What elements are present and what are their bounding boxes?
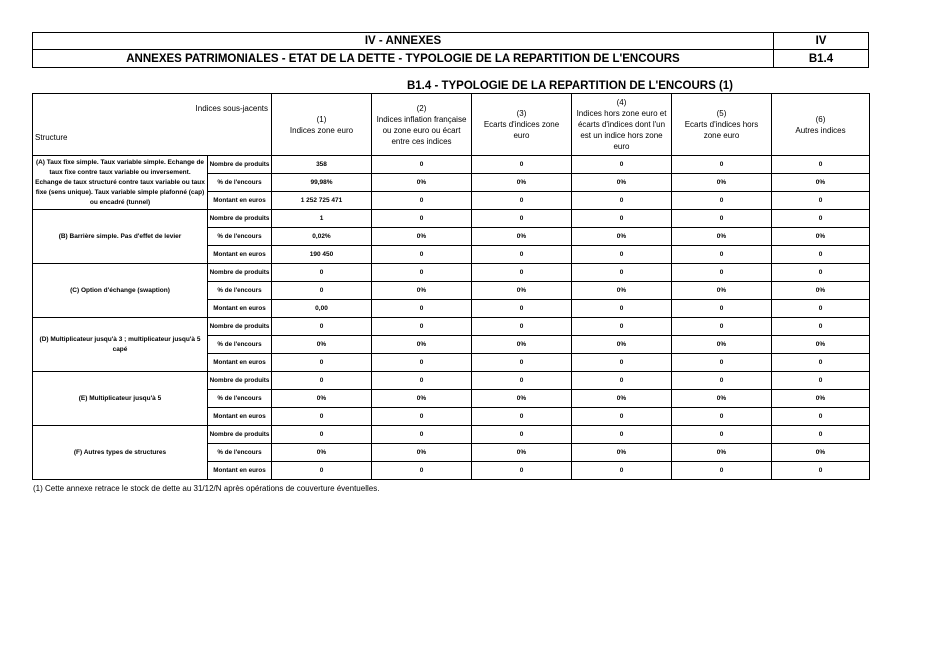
metric-label: % de l'encours: [208, 282, 272, 300]
value-cell: 0: [772, 156, 870, 174]
structure-label: (F) Autres types de structures: [33, 426, 208, 480]
value-cell: 0: [472, 318, 572, 336]
value-cell: 0: [472, 156, 572, 174]
value-cell: 0%: [772, 336, 870, 354]
indices-label: Indices sous-jacents: [195, 104, 268, 113]
metric-label: Montant en euros: [208, 354, 272, 372]
value-cell: 0%: [572, 228, 672, 246]
table-title: B1.4 - TYPOLOGIE DE LA REPARTITION DE L'ENCOURS (1): [406, 80, 734, 92]
metric-label: % de l'encours: [208, 228, 272, 246]
column-label: Indices inflation française ou zone euro ou écart entre ces indices: [376, 114, 467, 146]
metric-label: Nombre de produits: [208, 156, 272, 174]
table-row: [33, 318, 870, 336]
value-cell: 0: [272, 282, 372, 300]
column-header-3: [472, 94, 572, 156]
value-cell: 0%: [672, 282, 772, 300]
column-number: (4): [616, 98, 627, 107]
value-cell: 0%: [772, 228, 870, 246]
metric-label: % de l'encours: [208, 444, 272, 462]
table-row: [33, 264, 870, 282]
value-cell: 0: [272, 426, 372, 444]
column-label: Indices zone euro: [289, 125, 354, 135]
value-cell: 0: [572, 210, 672, 228]
value-cell: 0: [672, 426, 772, 444]
value-cell: 0%: [372, 282, 472, 300]
value-cell: 0: [472, 462, 572, 480]
value-cell: 0%: [672, 336, 772, 354]
value-cell: 1: [272, 210, 372, 228]
corner-cell: [33, 94, 272, 156]
value-cell: 0: [772, 318, 870, 336]
footnote: (1) Cette annexe retrace le stock de dette au 31/12/N après opérations de couverture éventuelles.: [33, 484, 380, 493]
value-cell: 0: [772, 210, 870, 228]
value-cell: 0: [572, 408, 672, 426]
table-row: [33, 156, 870, 174]
column-header-row: [33, 94, 870, 156]
value-cell: 0: [472, 426, 572, 444]
value-cell: 0,00: [272, 300, 372, 318]
value-cell: 0%: [772, 444, 870, 462]
value-cell: 0: [572, 318, 672, 336]
value-cell: 0: [772, 300, 870, 318]
value-cell: 0: [672, 300, 772, 318]
header-subcode: B1.4: [774, 50, 869, 68]
value-cell: 0: [572, 156, 672, 174]
value-cell: 0%: [672, 390, 772, 408]
metric-label: Nombre de produits: [208, 210, 272, 228]
header-annexes: [32, 32, 869, 50]
value-cell: 0: [672, 354, 772, 372]
value-cell: 0%: [672, 444, 772, 462]
value-cell: 0: [372, 426, 472, 444]
value-cell: 99,98%: [272, 174, 372, 192]
structure-label: (D) Multiplicateur jusqu'à 3 ; multiplicateur jusqu'à 5 capé: [33, 318, 208, 372]
value-cell: 0%: [572, 390, 672, 408]
metric-label: % de l'encours: [208, 174, 272, 192]
value-cell: 0%: [472, 282, 572, 300]
value-cell: 0: [272, 372, 372, 390]
value-cell: 0,02%: [272, 228, 372, 246]
column-label: Ecarts d'indices hors zone euro: [684, 120, 759, 140]
metric-label: Nombre de produits: [208, 264, 272, 282]
value-cell: 0: [572, 300, 672, 318]
value-cell: 0: [272, 318, 372, 336]
value-cell: 0: [472, 408, 572, 426]
value-cell: 0: [472, 354, 572, 372]
value-cell: 0: [772, 408, 870, 426]
value-cell: 0%: [372, 228, 472, 246]
value-cell: 0%: [772, 390, 870, 408]
column-number: (6): [815, 114, 826, 124]
structure-label: (E) Multiplicateur jusqu'à 5: [33, 372, 208, 426]
header-code: IV: [774, 33, 869, 50]
metric-label: Montant en euros: [208, 462, 272, 480]
value-cell: 0: [572, 264, 672, 282]
header-subtitle: ANNEXES PATRIMONIALES - ETAT DE LA DETTE - TYPOLOGIE DE LA REPARTITION DE L'ENCOURS: [33, 50, 774, 68]
value-cell: 0%: [372, 444, 472, 462]
column-number: (2): [416, 103, 427, 113]
value-cell: 0: [572, 372, 672, 390]
value-cell: 0: [372, 192, 472, 210]
metric-label: Nombre de produits: [208, 426, 272, 444]
value-cell: 0: [572, 426, 672, 444]
column-label: Autres indices: [795, 125, 846, 135]
metric-label: Nombre de produits: [208, 372, 272, 390]
value-cell: 0: [372, 264, 472, 282]
value-cell: 0: [572, 462, 672, 480]
value-cell: 0%: [472, 444, 572, 462]
value-cell: 1 252 725 471: [272, 192, 372, 210]
value-cell: 0: [372, 372, 472, 390]
value-cell: 0%: [772, 174, 870, 192]
value-cell: 0: [772, 246, 870, 264]
value-cell: 0: [272, 264, 372, 282]
value-cell: 358: [272, 156, 372, 174]
metric-label: % de l'encours: [208, 336, 272, 354]
value-cell: 0%: [272, 390, 372, 408]
value-cell: 0%: [472, 336, 572, 354]
column-header-5: [672, 94, 772, 156]
value-cell: 0: [372, 210, 472, 228]
value-cell: 0: [372, 156, 472, 174]
value-cell: 0%: [472, 390, 572, 408]
value-cell: 0%: [472, 228, 572, 246]
metric-label: Montant en euros: [208, 408, 272, 426]
value-cell: 0: [372, 354, 472, 372]
value-cell: 0%: [272, 444, 372, 462]
value-cell: 0%: [372, 174, 472, 192]
structure-label: (A) Taux fixe simple. Taux variable simple. Echange de taux fixe contre taux variable ou inversement. Echange de taux structuré contre taux variable ou taux fixe (sens unique). Taux variable simple plafonné (cap) ou encadré (tunnel): [33, 156, 208, 210]
value-cell: 0%: [572, 174, 672, 192]
metric-label: Nombre de produits: [208, 318, 272, 336]
header-annex-detail: [32, 49, 869, 68]
column-number: (5): [716, 109, 727, 118]
value-cell: 0: [472, 246, 572, 264]
value-cell: 0: [472, 210, 572, 228]
value-cell: 0: [672, 408, 772, 426]
value-cell: 0: [772, 192, 870, 210]
value-cell: 0%: [272, 336, 372, 354]
value-cell: 0: [672, 318, 772, 336]
table-row: [33, 372, 870, 390]
metric-label: % de l'encours: [208, 390, 272, 408]
structure-label: (B) Barrière simple. Pas d'effet de levier: [33, 210, 208, 264]
value-cell: 0: [372, 462, 472, 480]
value-cell: 0%: [672, 174, 772, 192]
value-cell: 0: [472, 300, 572, 318]
column-header-6: [772, 94, 870, 156]
column-header-4: [572, 94, 672, 156]
column-header-2: [372, 94, 472, 156]
structure-label: Structure: [35, 133, 68, 142]
value-cell: 0: [672, 210, 772, 228]
value-cell: 0: [772, 372, 870, 390]
value-cell: 190 450: [272, 246, 372, 264]
column-number: (1): [316, 114, 327, 124]
value-cell: 0%: [772, 282, 870, 300]
table-row: [33, 426, 870, 444]
structure-label: (C) Option d'échange (swaption): [33, 264, 208, 318]
value-cell: 0%: [472, 174, 572, 192]
metric-label: Montant en euros: [208, 246, 272, 264]
header-title: IV - ANNEXES: [33, 33, 774, 50]
value-cell: 0: [372, 318, 472, 336]
column-label: Ecarts d'indices zone euro: [483, 120, 560, 140]
value-cell: 0: [572, 354, 672, 372]
value-cell: 0: [272, 408, 372, 426]
value-cell: 0%: [372, 390, 472, 408]
value-cell: 0: [472, 372, 572, 390]
column-number: (3): [516, 109, 527, 118]
metric-label: Montant en euros: [208, 300, 272, 318]
value-cell: 0: [672, 156, 772, 174]
value-cell: 0: [672, 246, 772, 264]
value-cell: 0: [572, 246, 672, 264]
value-cell: 0: [272, 354, 372, 372]
table-row: [33, 210, 870, 228]
value-cell: 0: [472, 192, 572, 210]
value-cell: 0%: [372, 336, 472, 354]
value-cell: 0: [772, 426, 870, 444]
value-cell: 0: [372, 300, 472, 318]
value-cell: 0: [672, 192, 772, 210]
value-cell: 0: [772, 354, 870, 372]
value-cell: 0: [672, 264, 772, 282]
value-cell: 0: [672, 372, 772, 390]
value-cell: 0%: [572, 336, 672, 354]
value-cell: 0: [372, 408, 472, 426]
value-cell: 0: [272, 462, 372, 480]
value-cell: 0%: [572, 444, 672, 462]
value-cell: 0: [772, 264, 870, 282]
value-cell: 0: [672, 462, 772, 480]
column-header-1: [272, 94, 372, 156]
value-cell: 0: [372, 246, 472, 264]
metric-label: Montant en euros: [208, 192, 272, 210]
value-cell: 0: [572, 192, 672, 210]
value-cell: 0%: [572, 282, 672, 300]
repartition-table: [32, 93, 870, 480]
column-label: Indices hors zone euro et écarts d'indices dont l'un est un indice hors zone euro: [576, 109, 667, 151]
value-cell: 0%: [672, 228, 772, 246]
value-cell: 0: [472, 264, 572, 282]
value-cell: 0: [772, 462, 870, 480]
